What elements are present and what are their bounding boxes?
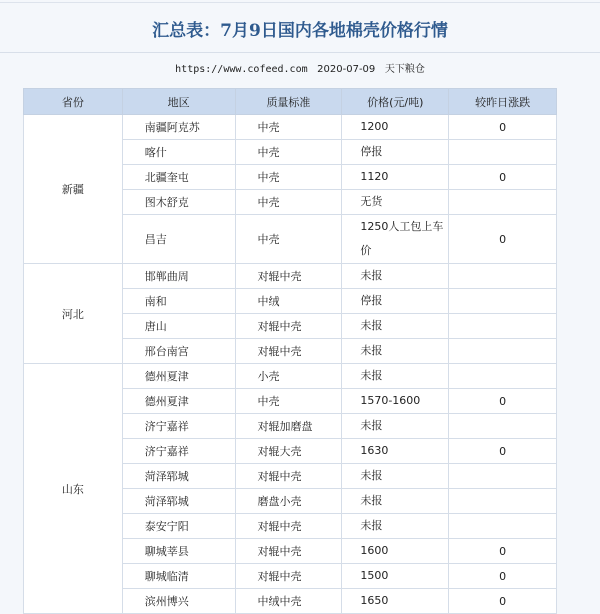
price-cell: 未报 [342,414,449,439]
price-cell: 未报 [342,489,449,514]
region-cell: 喀什 [122,140,235,165]
quality-cell: 对辊中壳 [235,314,342,339]
region-cell: 图木舒克 [122,190,235,215]
price-cell: 1570-1600 [342,389,449,414]
change-cell: 0 [449,539,557,564]
change-cell [449,140,557,165]
province-cell: 新疆 [24,115,123,264]
change-cell: 0 [449,589,557,614]
region-cell: 济宁嘉祥 [122,439,235,464]
price-cell: 1200 [342,115,449,140]
quality-cell: 中壳 [235,190,342,215]
quality-cell: 中绒 [235,289,342,314]
price-table [23,88,557,614]
price-cell: 停报 [342,289,449,314]
region-cell: 德州夏津 [122,389,235,414]
change-cell [449,190,557,215]
change-cell: 0 [449,115,557,140]
quality-cell: 对辊中壳 [235,264,342,289]
change-cell [449,489,557,514]
change-cell [449,464,557,489]
price-cell: 1600 [342,539,449,564]
price-cell: 停报 [342,140,449,165]
region-cell: 菏泽郓城 [122,489,235,514]
price-cell: 1120 [342,165,449,190]
source-date: 2020-07-09 [317,64,376,75]
price-cell: 1630 [342,439,449,464]
price-cell: 无货 [342,190,449,215]
price-cell: 未报 [342,464,449,489]
region-cell: 邢台南宫 [122,339,235,364]
region-cell: 滨州博兴 [122,589,235,614]
region-cell: 北疆奎屯 [122,165,235,190]
price-cell: 1250人工包上车价 [342,215,449,264]
price-cell: 未报 [342,364,449,389]
table-row [24,115,557,140]
header-region: 地区 [122,89,235,115]
quality-cell: 中壳 [235,389,342,414]
source-line [0,60,600,75]
change-cell: 0 [449,389,557,414]
price-cell: 未报 [342,314,449,339]
region-cell: 聊城临清 [122,564,235,589]
table-body [24,115,557,614]
table-row [24,364,557,389]
change-cell [449,514,557,539]
change-cell [449,314,557,339]
region-cell: 济宁嘉祥 [122,414,235,439]
title-divider [0,52,600,53]
header-quality: 质量标准 [235,89,342,115]
price-cell: 未报 [342,264,449,289]
quality-cell: 对辊中壳 [235,339,342,364]
change-cell [449,339,557,364]
price-cell: 1650 [342,589,449,614]
region-cell: 菏泽郓城 [122,464,235,489]
change-cell: 0 [449,165,557,190]
region-cell: 唐山 [122,314,235,339]
header-province: 省份 [24,89,123,115]
region-cell: 泰安宁阳 [122,514,235,539]
province-cell: 山东 [24,364,123,614]
quality-cell: 对辊加磨盘 [235,414,342,439]
change-cell [449,414,557,439]
source-publisher: 天下粮仓 [384,64,425,75]
change-cell: 0 [449,439,557,464]
top-divider [0,2,600,3]
source-url[interactable]: https://www.cofeed.com [175,64,308,75]
quality-cell: 小壳 [235,364,342,389]
quality-cell: 磨盘小壳 [235,489,342,514]
quality-cell: 对辊中壳 [235,564,342,589]
page-title: 汇总表：7月9日国内各地棉壳价格行情 [152,21,448,41]
quality-cell: 对辊中壳 [235,514,342,539]
price-cell: 未报 [342,514,449,539]
quality-cell: 中壳 [235,215,342,264]
region-cell: 南和 [122,289,235,314]
change-cell: 0 [449,564,557,589]
change-cell [449,289,557,314]
table-row [24,264,557,289]
quality-cell: 中壳 [235,165,342,190]
quality-cell: 对辊中壳 [235,464,342,489]
quality-cell: 中壳 [235,140,342,165]
price-cell: 未报 [342,339,449,364]
region-cell: 聊城莘县 [122,539,235,564]
region-cell: 邯郸曲周 [122,264,235,289]
quality-cell: 对辊大壳 [235,439,342,464]
change-cell: 0 [449,215,557,264]
table-header-row [24,89,557,115]
header-change: 较昨日涨跌 [449,89,557,115]
region-cell: 昌吉 [122,215,235,264]
quality-cell: 对辊中壳 [235,539,342,564]
price-cell: 1500 [342,564,449,589]
region-cell: 德州夏津 [122,364,235,389]
quality-cell: 中壳 [235,115,342,140]
header-price: 价格(元/吨) [342,89,449,115]
region-cell: 南疆阿克苏 [122,115,235,140]
change-cell [449,364,557,389]
province-cell: 河北 [24,264,123,364]
quality-cell: 中绒中壳 [235,589,342,614]
change-cell [449,264,557,289]
